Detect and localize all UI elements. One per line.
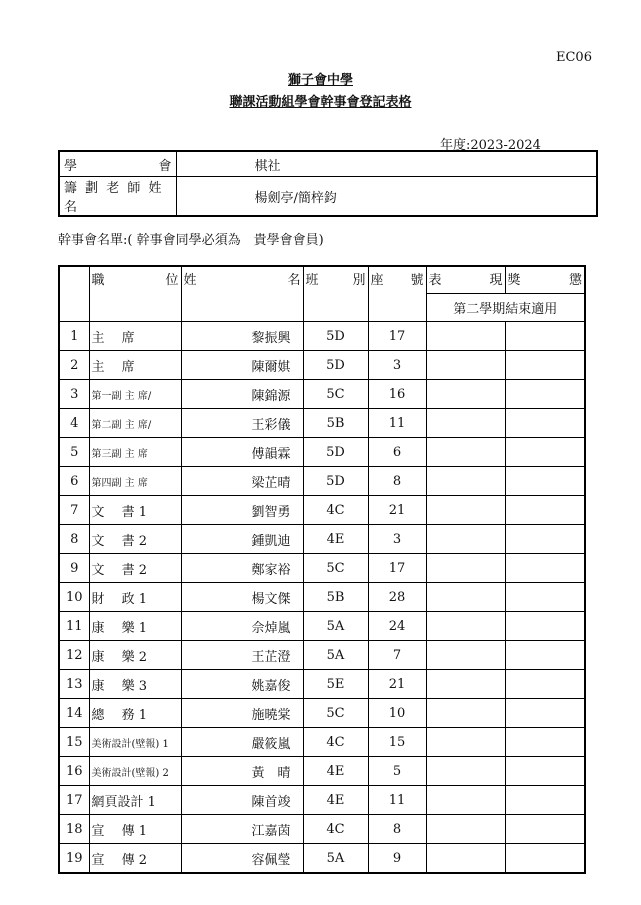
teacher-value: 楊劍亭/簡梓鈞 — [176, 177, 597, 217]
row-class: 5D — [303, 322, 368, 351]
row-class: 5A — [303, 641, 368, 670]
header-name-a: 姓 — [183, 273, 197, 288]
row-name: 鄭家裕 — [181, 554, 303, 583]
row-performance — [426, 525, 505, 554]
row-position: 第三副 主 席 — [89, 438, 181, 467]
row-position: 宣 傳 2 — [89, 844, 181, 874]
header-term-note: 第二學期結束適用 — [426, 294, 585, 322]
row-award — [505, 786, 585, 815]
row-name: 陳爾娸 — [181, 351, 303, 380]
row-class: 4E — [303, 525, 368, 554]
row-position: 美術設計(壁報) 2 — [89, 757, 181, 786]
header-seat — [368, 266, 426, 322]
row-award — [505, 467, 585, 496]
row-name: 劉智勇 — [181, 496, 303, 525]
row-award — [505, 322, 585, 351]
row-performance — [426, 322, 505, 351]
form-title: 聯課活動組學會幹事會登記表格 — [229, 95, 412, 110]
row-seat: 17 — [368, 554, 426, 583]
row-class: 5D — [303, 351, 368, 380]
row-name: 梁芷晴 — [181, 467, 303, 496]
row-performance — [426, 844, 505, 874]
row-seat: 11 — [368, 409, 426, 438]
row-number: 8 — [59, 525, 89, 554]
header-award — [505, 266, 585, 294]
header-class-b: 別 — [352, 273, 366, 288]
row-name: 施曉棠 — [181, 699, 303, 728]
club-label-right: 會 — [158, 158, 172, 174]
row-award — [505, 351, 585, 380]
row-number: 12 — [59, 641, 89, 670]
school-name: 獅子會中學 — [287, 73, 353, 88]
club-row — [59, 151, 597, 177]
row-class: 4C — [303, 815, 368, 844]
table-row — [59, 322, 585, 351]
row-name: 佘焯嵐 — [181, 612, 303, 641]
club-info-table — [58, 150, 598, 217]
row-seat: 8 — [368, 815, 426, 844]
table-row — [59, 757, 585, 786]
table-row — [59, 670, 585, 699]
row-position: 康 樂 2 — [89, 641, 181, 670]
row-seat: 17 — [368, 322, 426, 351]
header-seat-b: 號 — [410, 273, 424, 288]
row-class: 4C — [303, 728, 368, 757]
row-performance — [426, 757, 505, 786]
table-row — [59, 525, 585, 554]
row-number: 16 — [59, 757, 89, 786]
row-award — [505, 438, 585, 467]
row-class: 5A — [303, 844, 368, 874]
row-performance — [426, 786, 505, 815]
row-position: 財 政 1 — [89, 583, 181, 612]
row-position: 主 席 — [89, 322, 181, 351]
row-name: 鍾凱迪 — [181, 525, 303, 554]
row-number: 17 — [59, 786, 89, 815]
committee-table — [58, 265, 586, 874]
row-number: 1 — [59, 322, 89, 351]
row-position: 宣 傳 1 — [89, 815, 181, 844]
row-number: 19 — [59, 844, 89, 874]
row-position: 第一副 主 席/ — [89, 380, 181, 409]
teacher-label: 籌 劃 老 師 姓 名 — [59, 177, 176, 217]
row-performance — [426, 467, 505, 496]
header-position-b: 位 — [165, 273, 179, 288]
committee-rows — [59, 322, 585, 874]
row-class: 5D — [303, 467, 368, 496]
row-position: 康 樂 3 — [89, 670, 181, 699]
row-class: 5B — [303, 583, 368, 612]
row-award — [505, 525, 585, 554]
table-row — [59, 409, 585, 438]
row-number: 15 — [59, 728, 89, 757]
row-number: 3 — [59, 380, 89, 409]
academic-year: 年度:2023-2024 — [440, 138, 541, 153]
row-name: 容佩瑩 — [181, 844, 303, 874]
row-award — [505, 844, 585, 874]
table-row — [59, 699, 585, 728]
row-name: 嚴筱嵐 — [181, 728, 303, 757]
row-seat: 3 — [368, 351, 426, 380]
row-number: 2 — [59, 351, 89, 380]
table-row — [59, 815, 585, 844]
row-number: 14 — [59, 699, 89, 728]
row-performance — [426, 641, 505, 670]
table-row — [59, 438, 585, 467]
row-seat: 8 — [368, 467, 426, 496]
header-name-b: 名 — [287, 273, 301, 288]
row-award — [505, 757, 585, 786]
row-class: 4E — [303, 786, 368, 815]
header-class — [303, 266, 368, 322]
row-position: 文 書 1 — [89, 496, 181, 525]
row-award — [505, 728, 585, 757]
row-position: 康 樂 1 — [89, 612, 181, 641]
row-award — [505, 409, 585, 438]
row-award — [505, 699, 585, 728]
table-row — [59, 496, 585, 525]
row-performance — [426, 554, 505, 583]
row-number: 13 — [59, 670, 89, 699]
row-position: 第四副 主 席 — [89, 467, 181, 496]
row-performance — [426, 496, 505, 525]
row-award — [505, 641, 585, 670]
row-number: 9 — [59, 554, 89, 583]
header-class-a: 班 — [305, 273, 319, 288]
teacher-row — [59, 177, 597, 217]
header-seat-a: 座 — [370, 273, 384, 288]
header-position — [89, 266, 181, 322]
row-seat: 15 — [368, 728, 426, 757]
row-number: 7 — [59, 496, 89, 525]
club-value: 棋社 — [176, 151, 597, 177]
table-row — [59, 728, 585, 757]
row-award — [505, 612, 585, 641]
row-seat: 5 — [368, 757, 426, 786]
row-position: 主 席 — [89, 351, 181, 380]
row-class: 4C — [303, 496, 368, 525]
row-position: 美術設計(壁報) 1 — [89, 728, 181, 757]
row-name: 陳首竣 — [181, 786, 303, 815]
row-number: 6 — [59, 467, 89, 496]
header-performance — [426, 266, 505, 294]
row-class: 5A — [303, 612, 368, 641]
table-row — [59, 380, 585, 409]
row-name: 姚嘉俊 — [181, 670, 303, 699]
club-label — [59, 151, 176, 177]
row-performance — [426, 612, 505, 641]
table-row — [59, 786, 585, 815]
row-seat: 3 — [368, 525, 426, 554]
row-seat: 24 — [368, 612, 426, 641]
table-row — [59, 844, 585, 874]
header-perf-b: 現 — [489, 273, 503, 288]
header-award-b: 懲 — [568, 273, 582, 288]
row-class: 5C — [303, 699, 368, 728]
row-performance — [426, 815, 505, 844]
header-award-a: 獎 — [507, 273, 521, 288]
row-seat: 6 — [368, 438, 426, 467]
row-seat: 28 — [368, 583, 426, 612]
row-performance — [426, 380, 505, 409]
table-row — [59, 641, 585, 670]
row-performance — [426, 438, 505, 467]
row-name: 黎振興 — [181, 322, 303, 351]
row-performance — [426, 351, 505, 380]
header-row — [59, 266, 585, 294]
table-row — [59, 351, 585, 380]
row-position: 文 書 2 — [89, 525, 181, 554]
row-class: 5E — [303, 670, 368, 699]
header-no — [59, 266, 89, 322]
form-code: EC06 — [556, 50, 592, 65]
row-position: 網頁設計 1 — [89, 786, 181, 815]
row-seat: 21 — [368, 496, 426, 525]
row-number: 4 — [59, 409, 89, 438]
row-name: 傅韻霖 — [181, 438, 303, 467]
row-award — [505, 583, 585, 612]
row-performance — [426, 583, 505, 612]
row-performance — [426, 409, 505, 438]
row-seat: 16 — [368, 380, 426, 409]
row-number: 18 — [59, 815, 89, 844]
row-name: 楊文傑 — [181, 583, 303, 612]
committee-note: 幹事會名單:( 幹事會同學必須為 貴學會會員) — [58, 233, 324, 248]
row-name: 王彩儀 — [181, 409, 303, 438]
table-row — [59, 612, 585, 641]
row-name: 王芷澄 — [181, 641, 303, 670]
row-position: 第二副 主 席/ — [89, 409, 181, 438]
row-number: 10 — [59, 583, 89, 612]
row-class: 5D — [303, 438, 368, 467]
row-award — [505, 380, 585, 409]
club-label-left: 學 — [64, 158, 78, 174]
row-name: 黃 晴 — [181, 757, 303, 786]
row-award — [505, 670, 585, 699]
table-row — [59, 583, 585, 612]
row-class: 4E — [303, 757, 368, 786]
row-performance — [426, 728, 505, 757]
row-class: 5B — [303, 409, 368, 438]
row-performance — [426, 699, 505, 728]
row-award — [505, 554, 585, 583]
table-row — [59, 554, 585, 583]
header-position-a: 職 — [91, 273, 105, 288]
table-row — [59, 467, 585, 496]
row-seat: 9 — [368, 844, 426, 874]
row-position: 文 書 2 — [89, 554, 181, 583]
row-seat: 21 — [368, 670, 426, 699]
header-name — [181, 266, 303, 322]
row-seat: 7 — [368, 641, 426, 670]
row-name: 江嘉茵 — [181, 815, 303, 844]
row-seat: 11 — [368, 786, 426, 815]
header-perf-a: 表 — [428, 273, 442, 288]
row-class: 5C — [303, 554, 368, 583]
row-award — [505, 496, 585, 525]
row-number: 5 — [59, 438, 89, 467]
row-class: 5C — [303, 380, 368, 409]
row-award — [505, 815, 585, 844]
row-name: 陳錦源 — [181, 380, 303, 409]
row-seat: 10 — [368, 699, 426, 728]
row-performance — [426, 670, 505, 699]
row-position: 總 務 1 — [89, 699, 181, 728]
row-number: 11 — [59, 612, 89, 641]
